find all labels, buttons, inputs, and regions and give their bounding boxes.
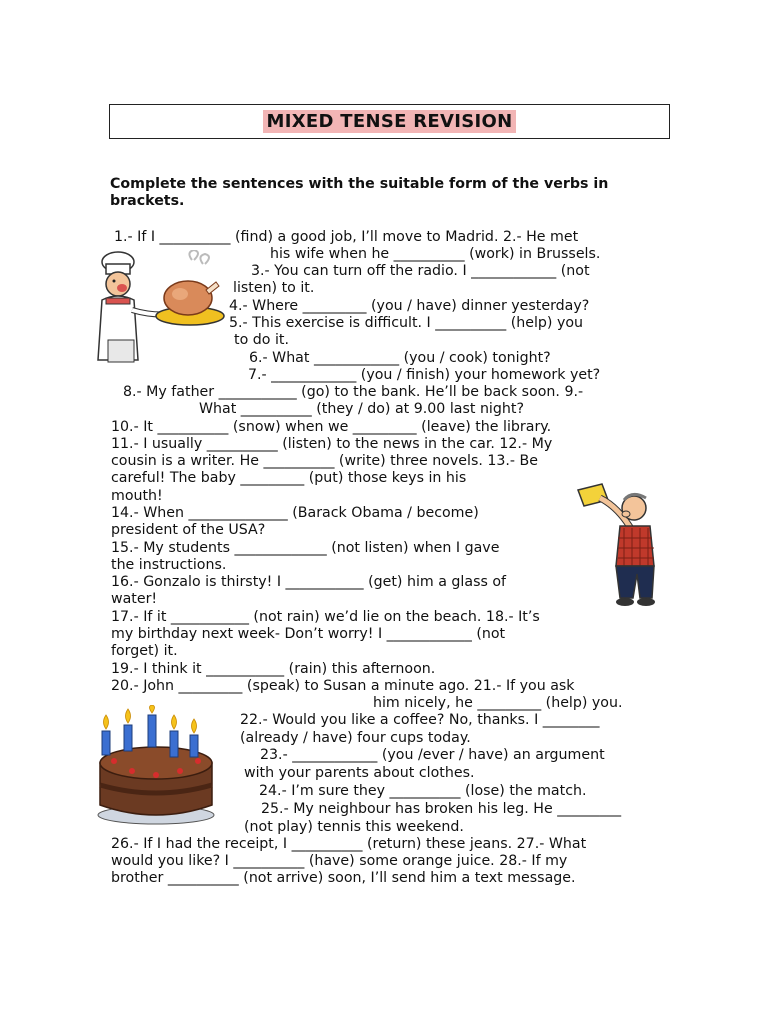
exercise-line: 16.- Gonzalo is thirsty! I ___________ (get) him a glass of — [111, 574, 507, 590]
exercise-line: 8.- My father ___________ (go) to the bank. He’ll be back soon. 9.- — [123, 384, 584, 400]
instructions: Complete the sentences with the suitable form of the verbs in brackets. — [110, 176, 609, 209]
exercise-line: (already / have) four cups today. — [240, 730, 471, 746]
exercise-line: 1.- If I __________ (find) a good job, I’ll move to Madrid. 2.- He met — [114, 229, 579, 245]
exercise-line: 10.- It __________ (snow) when we _________ (leave) the library. — [111, 419, 552, 435]
exercise-line: to do it. — [234, 332, 289, 348]
exercise-line: brother __________ (not arrive) soon, I’ll send him a text message. — [111, 870, 576, 886]
exercise-line: 7.- ____________ (you / finish) your homework yet? — [248, 367, 601, 383]
exercise-line: 6.- What ____________ (you / cook) tonight? — [249, 350, 551, 366]
exercise-line: 23.- ____________ (you /ever / have) an argument — [260, 747, 605, 763]
exercise-line: 20.- John _________ (speak) to Susan a minute ago. 21.- If you ask — [111, 678, 575, 694]
man-drinking-illustration — [570, 478, 676, 608]
exercise-line: What __________ (they / do) at 9.00 last night? — [199, 401, 524, 417]
title-box — [109, 104, 670, 139]
exercise-line: 3.- You can turn off the radio. I ____________ (not — [251, 263, 590, 279]
exercise-line: 11.- I usually __________ (listen) to the news in the car. 12.- My — [111, 436, 553, 452]
chef-illustration — [88, 250, 228, 372]
exercise-line: 25.- My neighbour has broken his leg. He _________ — [261, 801, 622, 817]
exercise-line: (not play) tennis this weekend. — [244, 819, 464, 835]
exercise-line: mouth! — [111, 488, 163, 504]
exercise-line: 26.- If I had the receipt, I __________ (return) these jeans. 27.- What — [111, 836, 587, 852]
exercise-line: 15.- My students _____________ (not listen) when I gave — [111, 540, 500, 556]
exercise-line: careful! The baby _________ (put) those keys in his — [111, 470, 467, 486]
exercise-line: 22.- Would you like a coffee? No, thanks. I ________ — [240, 712, 600, 728]
exercise-line: would you like? I __________ (have) some orange juice. 28.- If my — [111, 853, 568, 869]
exercise-line: 17.- If it ___________ (not rain) we’d lie on the beach. 18.- It’s — [111, 609, 540, 625]
page-title: MIXED TENSE REVISION — [263, 110, 517, 133]
exercise-line: his wife when he __________ (work) in Brussels. — [270, 246, 601, 262]
exercise-line: the instructions. — [111, 557, 227, 573]
exercise-line: 14.- When ______________ (Barack Obama / become) — [111, 505, 479, 521]
exercise-line: president of the USA? — [111, 522, 266, 538]
exercise-line: forget) it. — [111, 643, 178, 659]
exercise-line: 19.- I think it ___________ (rain) this afternoon. — [111, 661, 436, 677]
birthday-cake-illustration — [92, 705, 224, 827]
exercise-line: 4.- Where _________ (you / have) dinner yesterday? — [229, 298, 590, 314]
exercise-line: him nicely, he _________ (help) you. — [373, 695, 623, 711]
exercise-line: my birthday next week- Don’t worry! I ____________ (not — [111, 626, 506, 642]
exercise-line: cousin is a writer. He __________ (write) three novels. 13.- Be — [111, 453, 539, 469]
exercise-line: water! — [111, 591, 158, 607]
exercise-line: 5.- This exercise is difficult. I __________ (help) you — [229, 315, 584, 331]
exercise-line: 24.- I’m sure they __________ (lose) the match. — [259, 783, 587, 799]
exercise-line: listen) to it. — [233, 280, 315, 296]
exercise-line: with your parents about clothes. — [244, 765, 475, 781]
